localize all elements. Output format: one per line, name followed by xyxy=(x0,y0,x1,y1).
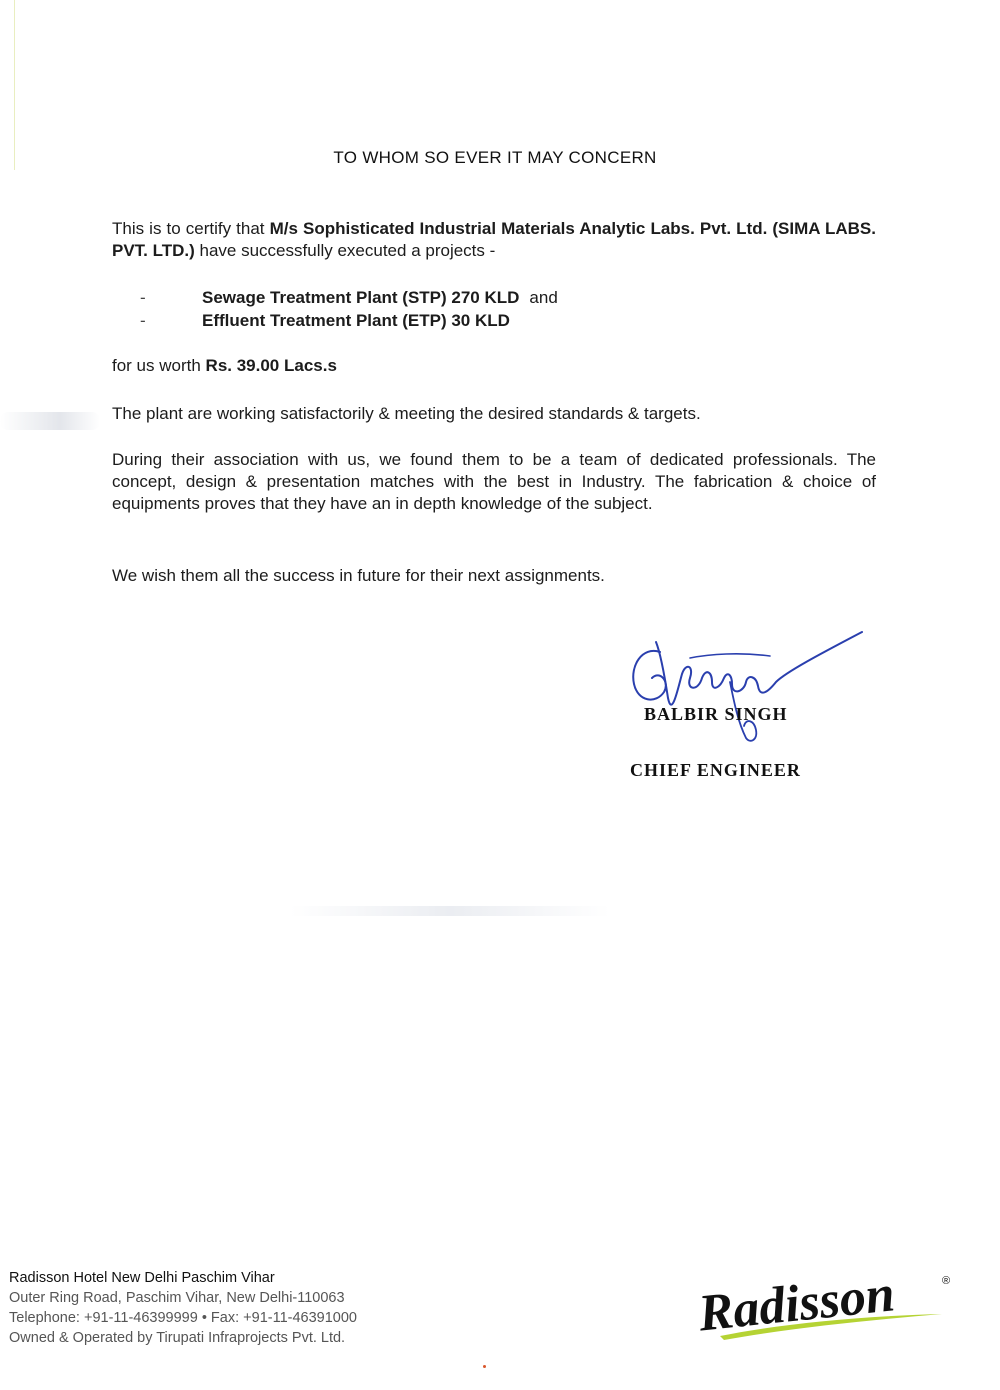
certification-intro: This is to certify that xyxy=(112,219,270,238)
hotel-footer xyxy=(9,1268,529,1348)
certification-outro: have successfully executed a projects - xyxy=(194,241,496,260)
signatory-name: BALBIR SINGH xyxy=(644,704,788,724)
scan-smudge xyxy=(0,412,100,430)
project-name: Effluent Treatment Plant (ETP) 30 KLD xyxy=(202,311,510,330)
company-name: M/s Sophisticated Industrial Materials Analytic Labs. Pvt. Ltd. (SIMA LABS. PVT. LTD.) xyxy=(112,219,876,260)
logo-wordmark: Radisson xyxy=(695,1265,898,1343)
list-dash: - xyxy=(140,311,146,330)
footer-address: Outer Ring Road, Paschim Vihar, New Delhi-110063 xyxy=(9,1290,345,1306)
list-item xyxy=(140,310,840,333)
handwritten-signature xyxy=(620,622,870,752)
list-item xyxy=(140,287,840,310)
worth-paragraph xyxy=(112,355,876,377)
association-paragraph: During their association with us, we found them to be a team of dedicated professionals. The concept, design & presentation matches with the best in Industry. The fabrication & choice of equipments proves that they have an in depth knowledge of the subject. xyxy=(112,450,876,513)
scan-smudge xyxy=(290,906,610,916)
project-amount: Rs. 39.00 Lacs.s xyxy=(205,356,337,375)
certification-paragraph xyxy=(112,218,876,262)
project-conjunction: and xyxy=(529,288,558,307)
project-list xyxy=(140,287,840,333)
wishes-paragraph: We wish them all the success in future for their next assignments. xyxy=(112,566,605,585)
footer-hotel-name: Radisson Hotel New Delhi Paschim Vihar xyxy=(9,1270,275,1286)
signatory-title: CHIEF ENGINEER xyxy=(630,760,801,780)
letter-heading: TO WHOM SO EVER IT MAY CONCERN xyxy=(333,148,657,167)
performance-paragraph: The plant are working satisfactorily & meeting the desired standards & targets. xyxy=(112,404,701,423)
footer-contact: Telephone: +91-11-46399999 • Fax: +91-11-46391000 xyxy=(9,1310,357,1326)
worth-intro: for us worth xyxy=(112,356,206,375)
scan-speck xyxy=(483,1365,486,1368)
list-dash: - xyxy=(140,288,146,307)
project-name: Sewage Treatment Plant (STP) 270 KLD xyxy=(202,288,520,307)
logo-registered-mark: ® xyxy=(942,1275,951,1287)
scan-edge-line xyxy=(14,0,15,170)
footer-owner: Owned & Operated by Tirupati Infraprojects Pvt. Ltd. xyxy=(9,1330,346,1346)
radisson-logo xyxy=(680,1250,960,1350)
